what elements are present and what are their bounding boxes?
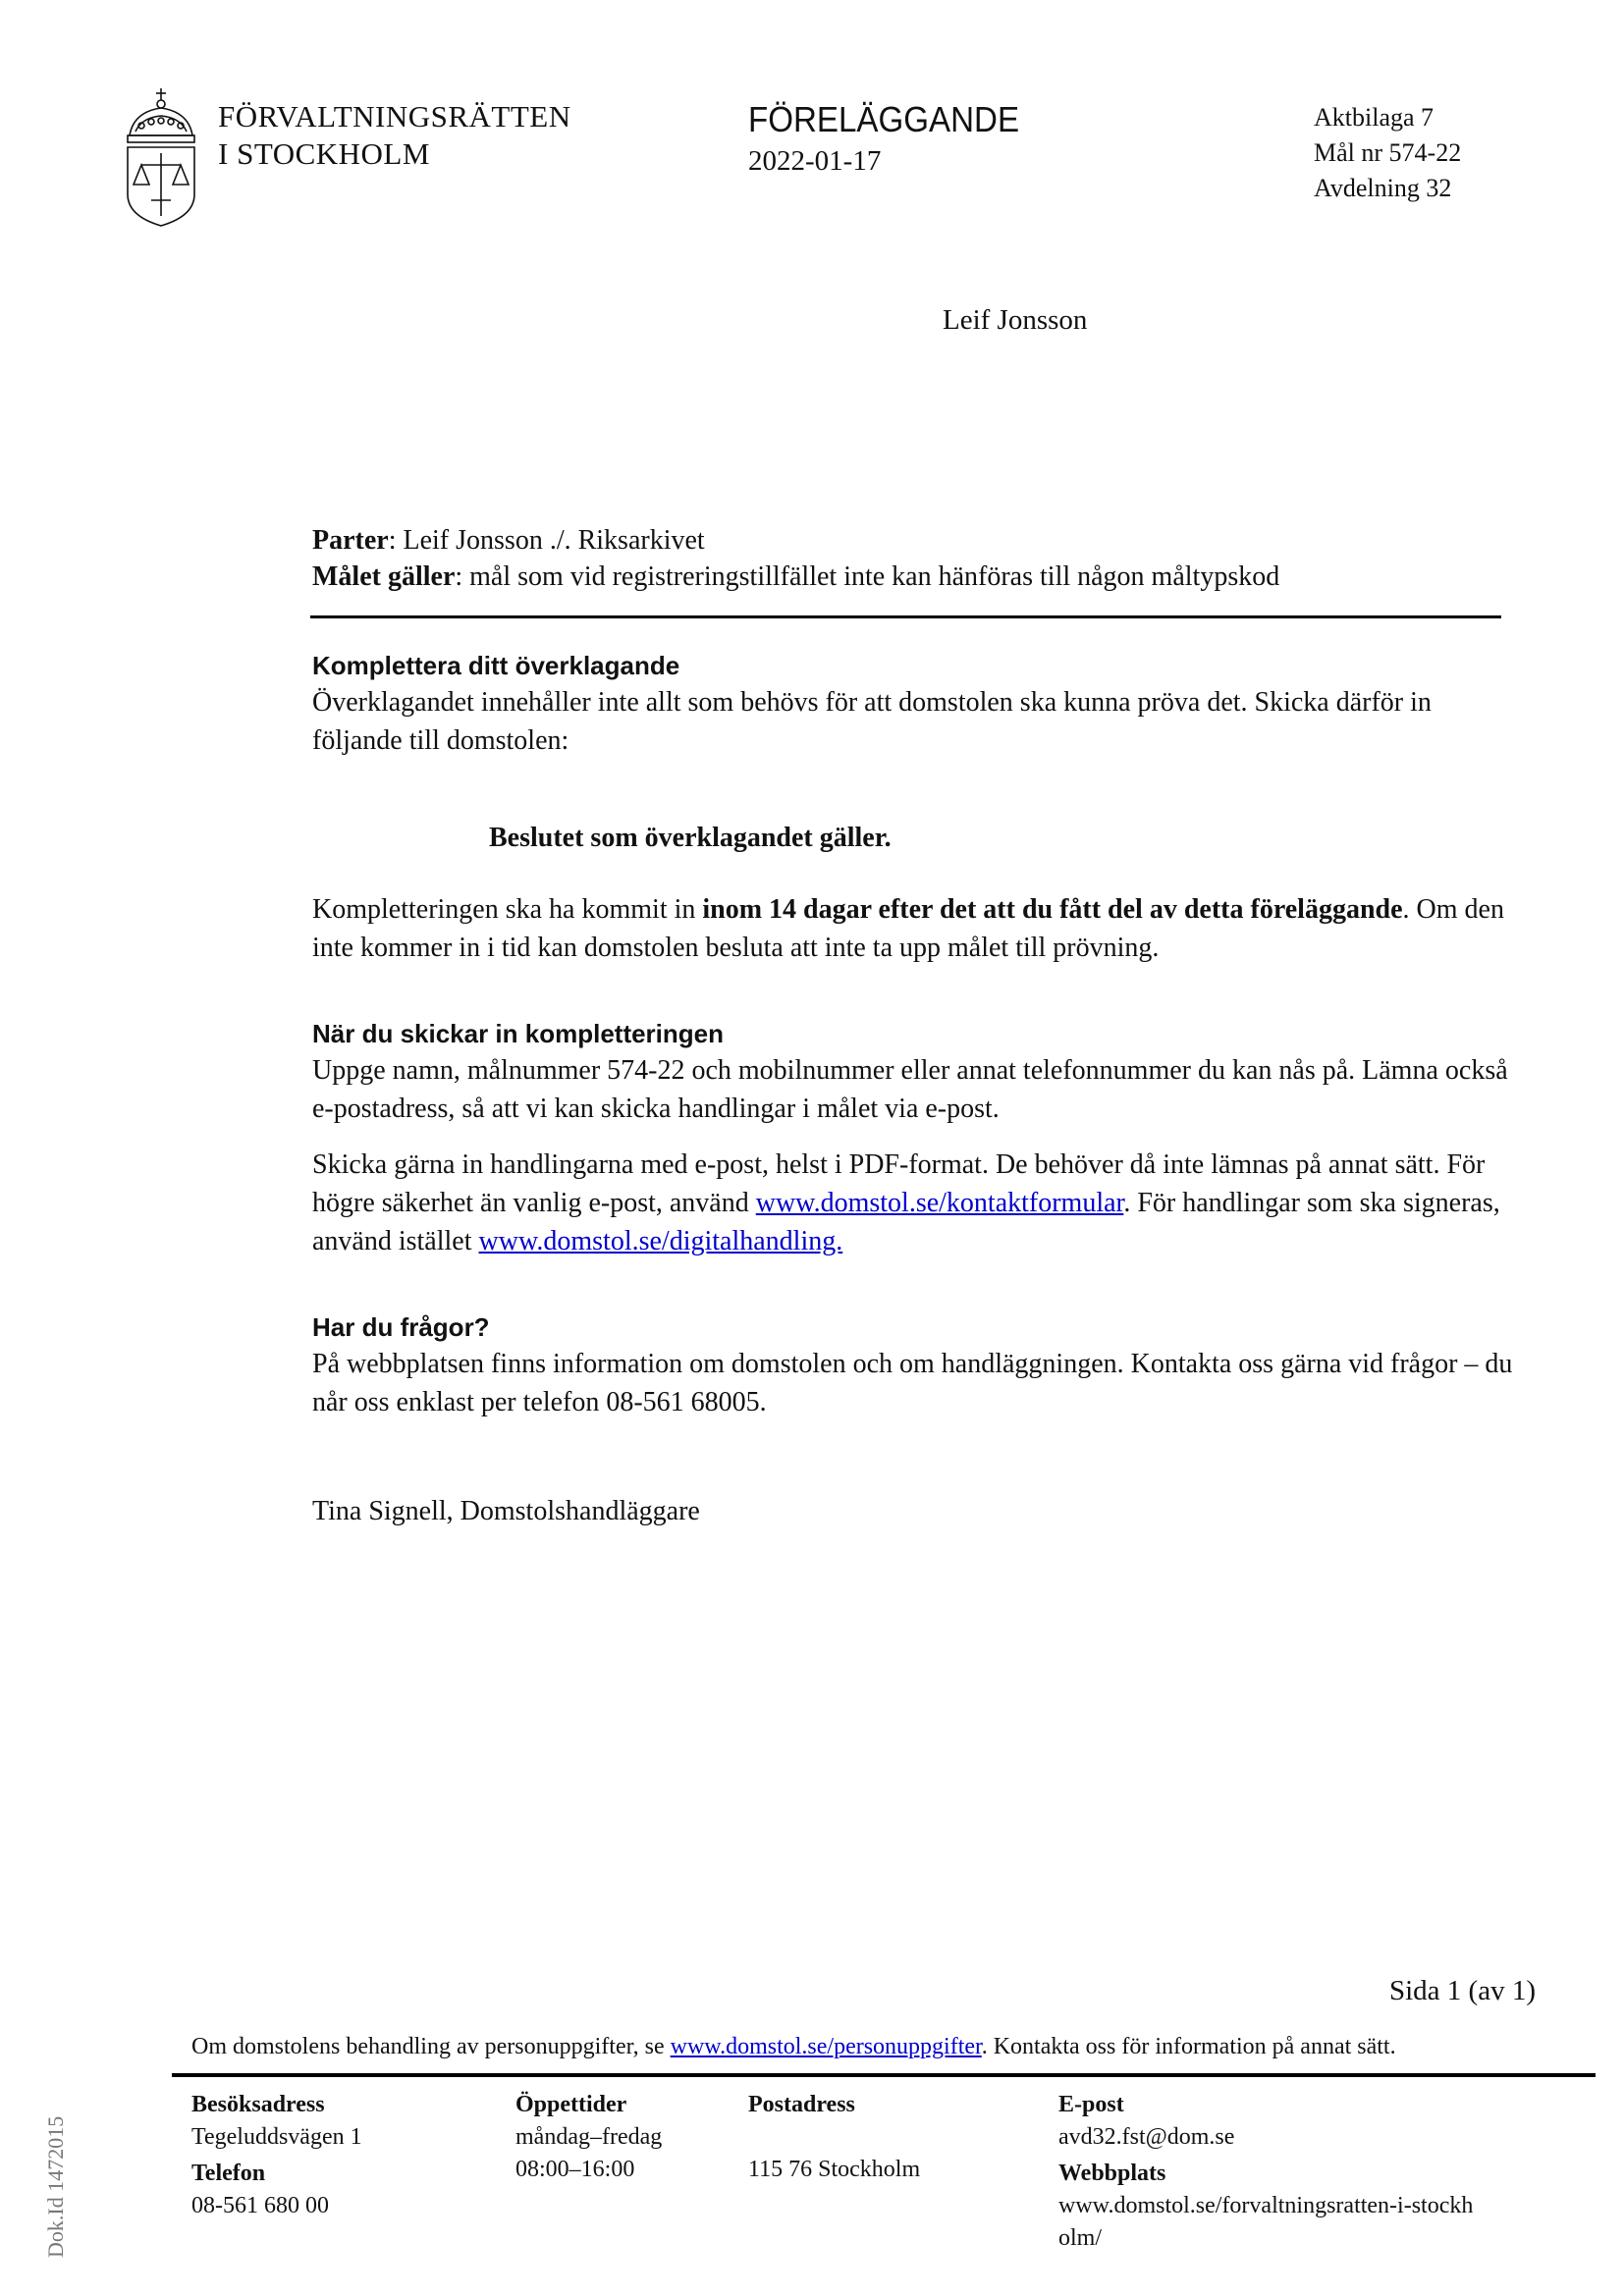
footer-contact-column bbox=[1058, 2089, 1530, 2255]
footer-hours-column bbox=[515, 2089, 662, 2186]
submit-text: Uppge namn, målnummer 574-22 och mobilnummer eller annat telefonnummer du kan nås på. Lämna också e-postadress, så att vi kan skicka handlingar i målet via e-post. bbox=[312, 1055, 1508, 1124]
hours-days: måndag–fredag bbox=[515, 2124, 663, 2150]
email-mid: . För handlingar som ska signeras, använd istället bbox=[312, 1188, 1500, 1256]
email-pre: Skicka gärna in handlingarna med e-post, helst i PDF-format. De behöver då inte lämnas på annat sätt. För högre säkerhet än vanlig e-post, använd bbox=[312, 1149, 1486, 1218]
deadline-text bbox=[312, 890, 1520, 967]
postal-label: Postadress bbox=[748, 2092, 855, 2117]
parties-value: : Leif Jonsson ./. Riksarkivet bbox=[388, 525, 705, 556]
signature: Tina Signell, Domstolshandläggare bbox=[312, 1496, 700, 1526]
privacy-link[interactable]: www.domstol.se/personuppgifter bbox=[670, 2034, 982, 2059]
hours-label: Öppettider bbox=[515, 2092, 627, 2117]
footer-visit-column bbox=[191, 2089, 362, 2222]
section-heading-questions: Har du frågor? bbox=[312, 1312, 490, 1342]
footer-divider bbox=[172, 2073, 1596, 2077]
deadline-emphasis: inom 14 dagar efter det att du fått del av detta föreläggande bbox=[702, 894, 1403, 925]
privacy-notice bbox=[191, 2034, 1396, 2060]
digital-handling-link[interactable]: www.domstol.se/digitalhandling. bbox=[478, 1226, 843, 1256]
hours-time: 08:00–16:00 bbox=[515, 2157, 635, 2182]
parties-label: Parter bbox=[312, 525, 389, 556]
footer-postal-column bbox=[748, 2089, 920, 2186]
parties-block bbox=[312, 522, 1279, 595]
email-label: E-post bbox=[1058, 2092, 1124, 2117]
parties-line bbox=[312, 522, 1279, 559]
page-number: Sida 1 (av 1) bbox=[1389, 1975, 1536, 2006]
required-item: Beslutet som överklagandet gäller. bbox=[489, 823, 892, 853]
deadline-post: . Om den inte kommer in i tid kan domstolen besluta att inte ta upp målet till prövning. bbox=[312, 894, 1504, 963]
privacy-post: . Kontakta oss för information på annat sätt. bbox=[981, 2034, 1396, 2059]
phone-label: Telefon bbox=[191, 2161, 266, 2186]
deadline-pre: Kompletteringen ska ha kommit in bbox=[312, 894, 703, 925]
case-meta bbox=[1314, 100, 1461, 206]
website-value: www.domstol.se/forvaltningsratten-i-stockholm/ bbox=[1058, 2193, 1474, 2251]
division: Avdelning 32 bbox=[1314, 174, 1452, 202]
email-instructions bbox=[312, 1146, 1520, 1260]
case-subject-label: Målet gäller bbox=[312, 561, 456, 592]
complete-text: Överklagandet innehåller inte allt som behövs för att domstolen ska kunna pröva det. Skicka därför in följande till domstolen: bbox=[312, 687, 1432, 756]
section-heading-complete: Komplettera ditt överklagande bbox=[312, 651, 680, 680]
document-date: 2022-01-17 bbox=[748, 145, 882, 177]
case-number: Mål nr 574-22 bbox=[1314, 138, 1462, 167]
letter-body bbox=[312, 648, 1520, 1530]
website-label: Webbplats bbox=[1058, 2161, 1166, 2186]
document-id: Dok.Id 1472015 bbox=[43, 2115, 68, 2258]
visit-address-value: Tegeluddsvägen 1 bbox=[191, 2124, 362, 2150]
court-coat-of-arms-icon bbox=[122, 86, 200, 229]
court-name bbox=[218, 98, 571, 173]
recipient-name: Leif Jonsson bbox=[943, 304, 1088, 336]
email-value: avd32.fst@dom.se bbox=[1058, 2124, 1235, 2150]
case-subject-value: : mål som vid registreringstillfället inte kan hänföras till någon måltypskod bbox=[455, 561, 1280, 592]
attachment-number: Aktbilaga 7 bbox=[1314, 103, 1435, 132]
phone-value: 08-561 680 00 bbox=[191, 2193, 329, 2218]
document-type: FÖRELÄGGANDE bbox=[748, 99, 1020, 139]
case-subject-line bbox=[312, 559, 1279, 595]
postal-value: 115 76 Stockholm bbox=[748, 2157, 921, 2182]
header-divider bbox=[310, 615, 1501, 618]
court-name-line1: FÖRVALTNINGSRÄTTEN bbox=[218, 99, 571, 133]
visit-address-label: Besöksadress bbox=[191, 2092, 325, 2117]
section-heading-submit: När du skickar in kompletteringen bbox=[312, 1019, 725, 1048]
privacy-pre: Om domstolens behandling av personuppgifter, se bbox=[191, 2034, 671, 2059]
contact-form-link[interactable]: www.domstol.se/kontaktformular bbox=[755, 1188, 1124, 1218]
court-name-line2: I STOCKHOLM bbox=[218, 136, 430, 171]
questions-text: På webbplatsen finns information om domstolen och om handläggningen. Kontakta oss gärna vid frågor – du når oss enklast per telefon 08-561 68005. bbox=[312, 1349, 1513, 1417]
